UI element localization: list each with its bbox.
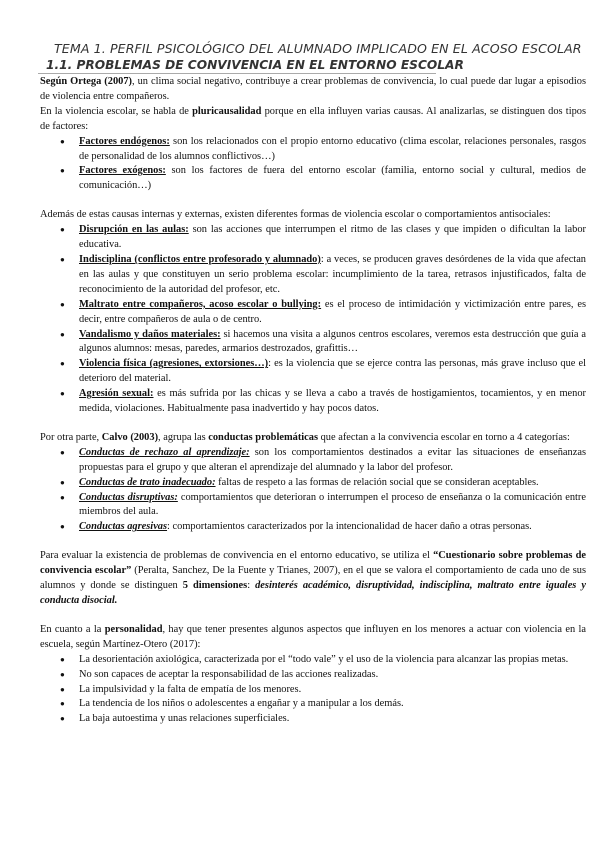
list-item: ● Factores endógenos: son los relacionados con el propio entorno educativo (clima escolar, relaciones personales, rasgos de personalidad de los alumnos conflictivos…)	[40, 135, 586, 165]
personality-paragraph: En cuanto a la personalidad, hay que tener presentes algunos aspectos que influyen en los menores a actuar con violencia en la escuela, según Martínez-Otero (2017):	[40, 623, 587, 650]
calvo-paragraph: Por otra parte, Calvo (2003), agrupa las conductas problemáticas que afectan a la convivencia escolar en torno a 4 categorías:	[40, 431, 570, 443]
list-item: ● Agresión sexual: es más sufrida por las chicas y se lleva a cabo a través de hostigamientos, tocamientos, y en menor medida, violaciones. Habitualmente pasa inadvertido y hay pocos datos.	[40, 387, 586, 417]
violence-forms-list	[40, 223, 586, 417]
traits-list	[40, 653, 586, 728]
list-item: ● La desorientación axiológica, caracterizada por el “todo vale” y el uso de la violencia para alcanzar las propias metas.	[40, 653, 586, 668]
list-item: ● Violencia física (agresiones, extorsiones…): es la violencia que se ejerce contra las personas, más grave incluso que el deterioro del material.	[40, 357, 586, 387]
questionnaire-paragraph: Para evaluar la existencia de problemas de convivencia en el entorno educativo, se utiliza el “Cuestionario sobre problemas de convivencia escolar” (Peralta, Sanchez, De la Fuente y Trianes, 2007), en el que se valora el comportamiento de cada uno de sus alumnos y donde se distinguen 5 dimensiones: desinterés académico, disruptividad, indisciplina, maltrato entre iguales y conducta disocial.	[40, 550, 587, 606]
list-item: ● Conductas agresivas: comportamientos caracterizados por la intencionalidad de hacer daño a otras personas.	[40, 520, 586, 535]
intro-author: Según Ortega (2007)	[40, 76, 132, 87]
page-title: TEMA 1. PERFIL PSICOLÓGICO DEL ALUMNADO IMPLICADO EN EL ACOSO ESCOLAR	[54, 41, 582, 56]
list-item: ● Conductas de rechazo al aprendizaje: son los comportamientos destinados a evitar las situaciones de enseñanzas propuestas para el grupo y que alteran el aprendizaje del alumnado y la labor del profesor.	[40, 446, 586, 476]
list-item: ● La impulsividad y la falta de empatía de los menores.	[40, 683, 586, 698]
list-item: ● Vandalismo y daños materiales: si hacemos una visita a algunos centros escolares, veremos esta destrucción que guía a algunos alumnos: mesas, paredes, armarios destrozados, grafittis…	[40, 328, 586, 358]
list-item: ● Conductas disruptivas: comportamientos que deterioran o interrumpen el proceso de enseñanza o la comunicación entre miembros del aula.	[40, 491, 586, 521]
list-item: ● Indisciplina (conflictos entre profesorado y alumnado): a veces, se producen graves desórdenes de la vida que afectan en las aulas y que constituyen un serio problema escolar: incumplimiento de la tarea, retrasos injustificados, falta de reconocimiento de la autoridad del profesor, etc.	[40, 253, 586, 298]
factors-list	[40, 135, 586, 195]
list-item: ● Disrupción en las aulas: son las acciones que interrumpen el ritmo de las clases y que impiden o dificultan la labor educativa.	[40, 223, 586, 253]
list-item: ● No son capaces de aceptar la responsabilidad de las acciones realizadas.	[40, 668, 586, 683]
intro-paragraph: Según Ortega (2007), un clima social negativo, contribuye a crear problemas de convivencia, lo cual puede dar lugar a episodios de violencia entre compañeros.	[40, 76, 586, 102]
list-item: ● Factores exógenos: son los factores de fuera del entorno escolar (familia, entorno social y cultural, medios de comunicación…)	[40, 164, 586, 194]
list-item: ● Maltrato entre compañeros, acoso escolar o bullying: es el proceso de intimidación y victimización entre pares, es decir, entre compañeros de aula o de centro.	[40, 298, 586, 328]
list-item: ● La tendencia de los niños o adolescentes a engañar y a manipular a los demás.	[40, 697, 586, 712]
list-item: ● La baja autoestima y unas relaciones superficiales.	[40, 712, 586, 727]
conducts-list	[40, 446, 586, 535]
section-title: 1.1. PROBLEMAS DE CONVIVENCIA EN EL ENTORNO ESCOLAR	[46, 58, 586, 73]
forms-intro: Además de estas causas internas y externas, existen diferentes formas de violencia escolar o comportamientos antisociales:	[40, 209, 551, 221]
pluricausality-paragraph: En la violencia escolar, se habla de pluricausalidad porque en ella influyen varias causas. Al analizarlas, se distinguen dos tipos de factores:	[40, 105, 587, 132]
list-item: ● Conductas de trato inadecuado: faltas de respeto a las formas de relación social que se consideran aceptables.	[40, 476, 586, 491]
